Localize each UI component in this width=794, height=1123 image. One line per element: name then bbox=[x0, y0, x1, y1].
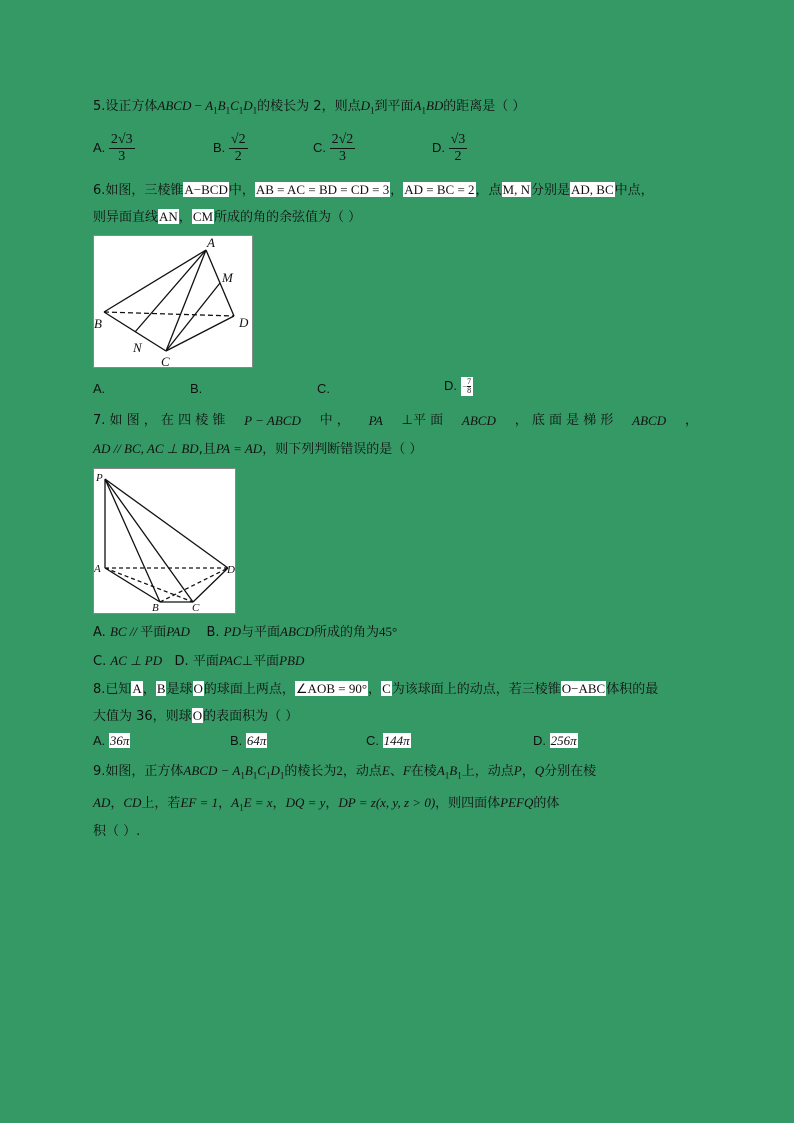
q6-option-d: D. − $\frac{7}{8}$ bbox=[444, 377, 472, 395]
q5-option-b: B. $\frac{√2}{2}$ bbox=[213, 132, 246, 164]
label-A: A bbox=[94, 563, 101, 575]
q8-option-c: C. 144π bbox=[366, 733, 410, 748]
q7-stem-line2: AD // BC, AC ⊥ BD,且PA = AD，则下列判断错误的是（ ） bbox=[93, 441, 423, 457]
tetrahedron-diagram bbox=[94, 236, 252, 367]
q7-options-cd: C. AC ⊥ PD D. 平面PAC⊥平面PBD bbox=[93, 653, 305, 669]
q8-option-b: B. 64π bbox=[230, 733, 267, 748]
q6-stem-line2: 则异面直线AN，CM所成的角的余弦值为（ ） bbox=[93, 209, 362, 225]
label-D: D bbox=[227, 564, 235, 576]
q8-option-d: D. 256π bbox=[533, 733, 577, 748]
label-M: M bbox=[222, 270, 233, 285]
q8-stem-line2: 大值为 36，则球O的表面积为（ ） bbox=[93, 708, 299, 724]
q6-tetrahedron-figure bbox=[93, 235, 253, 368]
q5-option-a: A. $\frac{2√3}{3}$ bbox=[93, 132, 133, 164]
q6-option-a: A. bbox=[93, 381, 106, 396]
q6-stem-line1: 6.如图，三棱锥A−BCD中，AB = AC = BD = CD = 3，AD = BC = 2，点M, N分别是AD, BC中点， bbox=[93, 182, 654, 198]
label-D: D bbox=[239, 315, 249, 330]
q9-stem-line3: 积（ ）. bbox=[93, 824, 141, 839]
label-C: C bbox=[161, 354, 170, 367]
q7-pyramid-figure bbox=[93, 468, 236, 614]
q5-option-c: C. $\frac{2√2}{3}$ bbox=[313, 132, 354, 164]
q6-option-b: B. bbox=[190, 381, 203, 396]
q9-stem-line1: 9.如图，正方体ABCD − $A_1B_1C_1D_1$的棱长为2，动点E、F在棱$A_1B_1$上，动点P，Q分别在棱 bbox=[93, 763, 597, 781]
label-B: B bbox=[152, 602, 159, 613]
q7-stem-line1: 7. 如 图 ， 在 四 棱 锥 P − ABCD 中 ， PA ⊥平 面 ABCD ， 底 面 是 梯 形 ABCD ， bbox=[93, 413, 698, 428]
label-P: P bbox=[96, 472, 103, 484]
label-C: C bbox=[192, 602, 200, 613]
q5-option-d: D. $\frac{√3}{2}$ bbox=[432, 132, 466, 164]
q8-stem-line1: 8.已知A，B是球O的球面上两点，∠AOB = 90°，C为该球面上的动点，若三棱锥O−ABC体积的最 bbox=[93, 681, 659, 697]
q9-stem-line2: AD，CD上，若EF = 1，$A_1E = x$，DQ = y，DP = z(x, y, z > 0)，则四面体PEFQ的体 bbox=[93, 795, 560, 813]
q5-stem: 5.设正方体ABCD − $A_1B_1C_1D_1$的棱长为 2，则点$D_1$到平面$A_1BD$的距离是（ ） bbox=[93, 98, 526, 116]
label-N: N bbox=[133, 340, 142, 355]
q6-option-c: C. bbox=[317, 381, 330, 396]
pyramid-diagram bbox=[94, 469, 235, 613]
q7-options-ab: A. BC // 平面PAD B. PD与平面ABCD所成的角为45° bbox=[93, 624, 398, 640]
label-A: A bbox=[207, 236, 215, 250]
label-B: B bbox=[94, 316, 102, 331]
q8-option-a: A. 36π bbox=[93, 733, 130, 748]
q6-option-d-value: − $\frac{7}{8}$ bbox=[462, 377, 472, 395]
